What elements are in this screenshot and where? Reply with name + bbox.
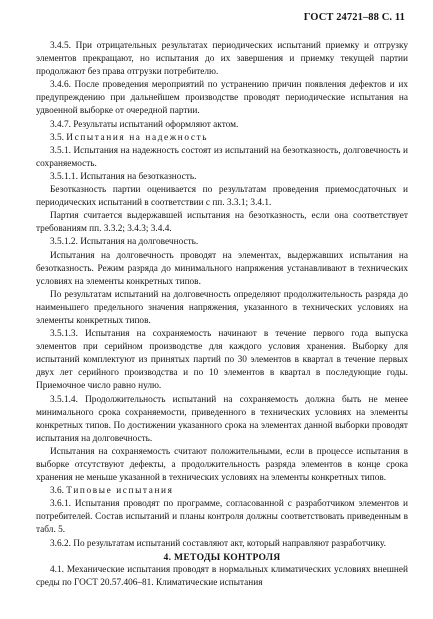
paragraph-3-5-1-4: 3.5.1.4. Продолжительность испытаний на сохраняемость должна быть не менее минимального срока сохраняемости, приведенного в технических условиях на элементы конкретных типов. По достижении указанного срока на элементах данной выборки проводят испытания на долговечность. bbox=[36, 394, 408, 444]
section-4-title: 4. МЕТОДЫ КОНТРОЛЯ bbox=[163, 551, 281, 563]
paragraph-3-6-1: 3.6.1. Испытания проводят по программе, согласованной с разработчиком элементов и потребителей. Состав испытаний и планы контроля должны соответствовать приведенным в табл. 5. bbox=[36, 499, 408, 536]
paragraph-3-4-7: 3.4.7. Результаты испытаний оформляют актом. bbox=[50, 119, 239, 130]
heading-3-5-title: Испытания на надежность bbox=[66, 132, 209, 143]
paragraph-3-4-6: 3.4.6. После проведения мероприятий по устранению причин появления дефектов и их предупреждению при дальнейшем производстве проводят периодические испытания на удвоенной выборке от очередной партии. bbox=[36, 80, 408, 117]
heading-3-6-number: 3.6. bbox=[50, 486, 67, 497]
page-header: ГОСТ 24721–88 С. 11 bbox=[303, 12, 405, 23]
paragraph-3-5-1-1: 3.5.1.1. Испытания на безотказность. bbox=[50, 171, 197, 182]
paragraph-4-1: 4.1. Механические испытания проводят в нормальных климатических условиях внешней среды по ГОСТ 20.57.406–81. Климатические испытания bbox=[36, 564, 408, 588]
heading-3-6-title: Типовые испытания bbox=[66, 486, 174, 497]
heading-3-5-number: 3.5. bbox=[50, 132, 67, 143]
paragraph-3-5-1-2-b: По результатам испытаний на долговечность определяют продолжительность разряда до наименьшего предельного значения напряжения, указанного в технических условиях на элементы конкретных типов. bbox=[36, 289, 408, 326]
paragraph-3-5-1-2-a: Испытания на долговечность проводят на элементах, выдержавших испытания на безотказность. Режим разряда до минимального напряжения устанавливают в технических условиях на элементы конкретных типов. bbox=[36, 250, 408, 287]
paragraph-3-5-1: 3.5.1. Испытания на надежность состоят из испытаний на безотказность, долговечность и сохраняемость. bbox=[36, 145, 408, 169]
paragraph-3-5-1-1-a: Безотказность партии оценивается по результатам проведения приемосдаточных и периодических испытаний в соответствии с пп. 3.3.1; 3.4.1. bbox=[36, 185, 408, 209]
heading-3-6 bbox=[36, 485, 408, 498]
paragraph-3-5-1-2: 3.5.1.2. Испытания на долговечность. bbox=[50, 237, 199, 248]
paragraph-3-4-5: 3.4.5. При отрицательных результатах периодических испытаний приемку и отгрузку элементов прекращают, но испытания до их завершения и приемку текущей партии продолжают без права отгрузки потребителю. bbox=[36, 41, 408, 78]
paragraph-3-5-1-1-b: Партия считается выдержавшей испытания на безотказность, если она соответствует требованиям пп. 3.3.2; 3.4.3; 3.4.4. bbox=[36, 211, 408, 235]
paragraph-3-5-1-3: 3.5.1.3. Испытания на сохраняемость начинают в течение первого года выпуска элементов при серийном производстве для каждого условия хранения. Выборку для испытаний комплектуют из принятых партий по 30 элементов в квартал в течение первых двух лет серийного производства и по 10 элементов в квартал в последующие годы. Приемочное число равно нулю. bbox=[36, 329, 408, 392]
paragraph-3-6-2: 3.6.2. По результатам испытаний составляют акт, который направляют разработчику. bbox=[50, 538, 386, 549]
document-body bbox=[36, 40, 408, 590]
heading-3-5 bbox=[36, 132, 408, 145]
paragraph-3-5-1-4-a: Испытания на сохраняемость считают положительными, если в процессе испытания в выборке отсутствуют дефекты, а продолжительность разряда элементов в конце срока хранения не меньше указанной в технических условиях на элементы конкретных типов. bbox=[36, 446, 408, 484]
